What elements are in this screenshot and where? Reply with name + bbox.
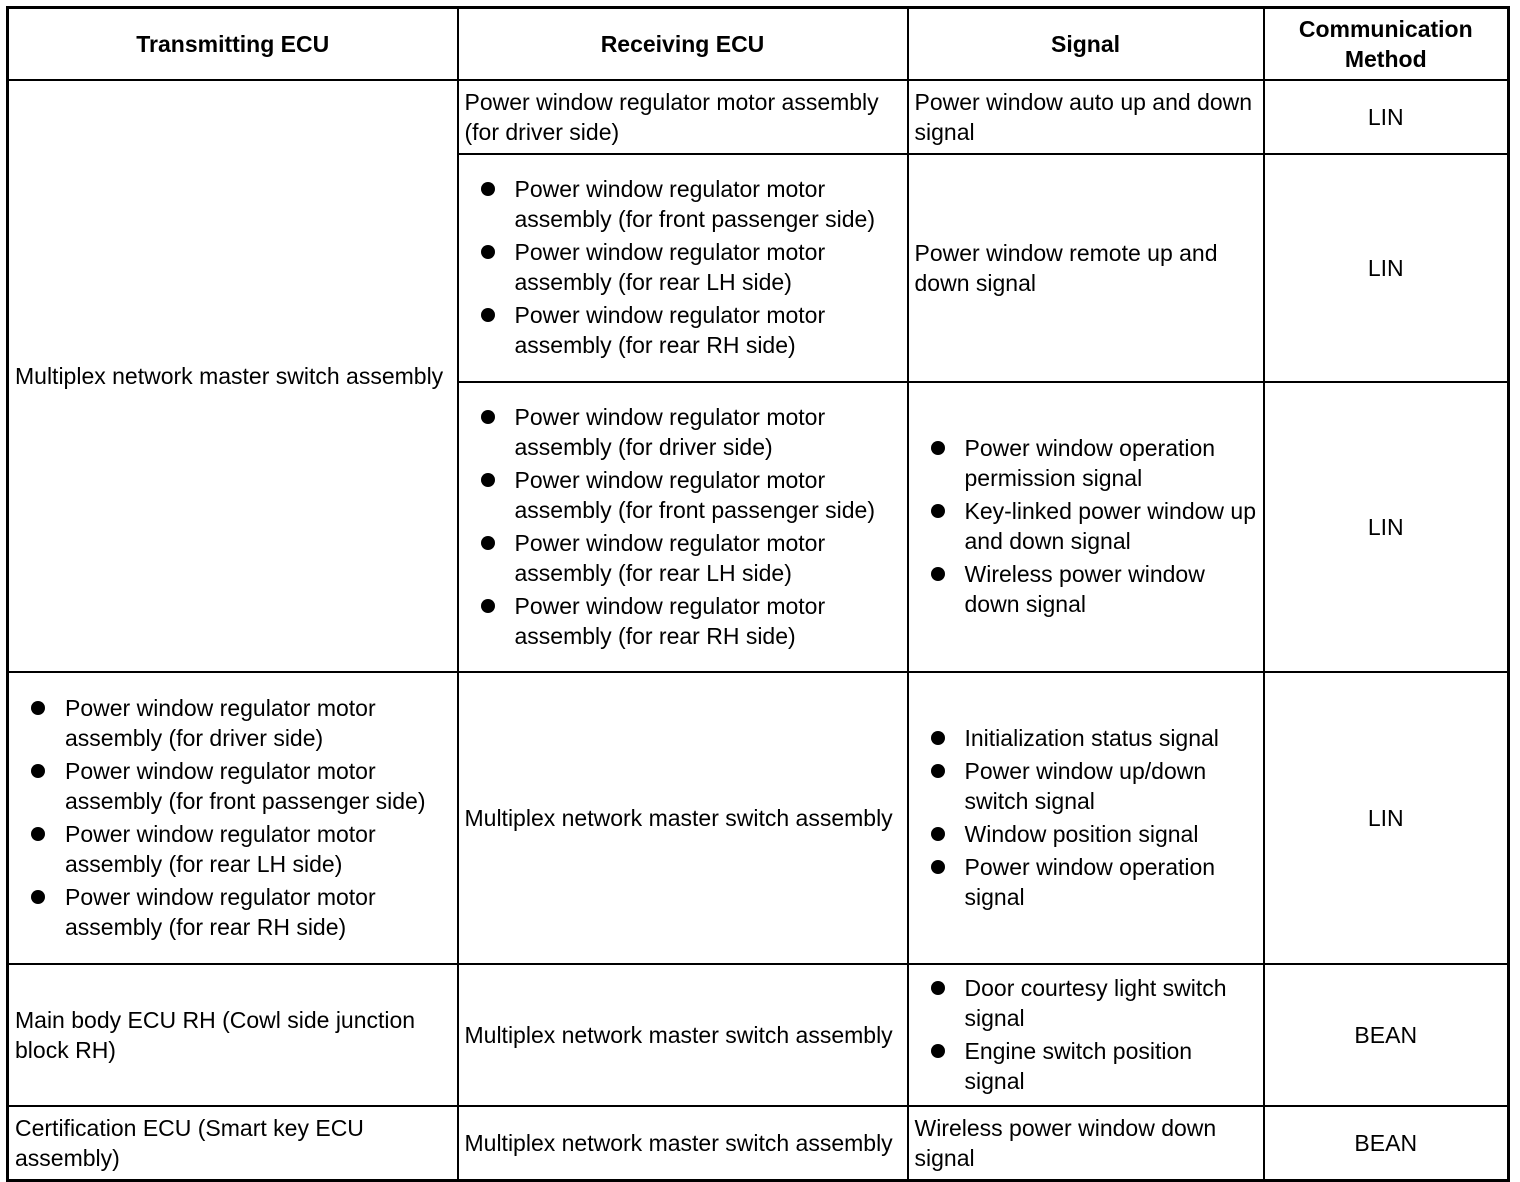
table-row (8, 964, 1509, 1106)
bullet-icon (481, 245, 495, 259)
bullet-icon (481, 182, 495, 196)
transmitting-cell: Certification ECU (Smart key ECU assembly) (8, 1106, 458, 1181)
bullet-list (465, 174, 901, 360)
list-item: Power window regulator motor assembly (for driver side) (465, 402, 901, 462)
receiving-cell: Power window regulator motor assembly (for driver side) (458, 80, 908, 154)
bullet-icon (31, 701, 45, 715)
bullet-list (915, 973, 1257, 1096)
header-transmitting-ecu: Transmitting ECU (8, 8, 458, 80)
communication-table (6, 6, 1510, 1182)
method-cell: LIN (1264, 382, 1509, 672)
list-item: Door courtesy light switch signal (915, 973, 1257, 1033)
list-item: Power window regulator motor assembly (for front passenger side) (465, 465, 901, 525)
signal-cell: Power window auto up and down signal (908, 80, 1264, 154)
table-row (8, 1106, 1509, 1181)
table-row (8, 80, 1509, 154)
receiving-cell (458, 382, 908, 672)
bullet-list (915, 723, 1257, 912)
header-signal: Signal (908, 8, 1264, 80)
bullet-icon (481, 473, 495, 487)
bullet-icon (931, 1044, 945, 1058)
list-item: Power window regulator motor assembly (for driver side) (15, 693, 451, 753)
signal-cell: Wireless power window down signal (908, 1106, 1264, 1181)
bullet-icon (31, 890, 45, 904)
bullet-icon (931, 731, 945, 745)
receiving-cell: Multiplex network master switch assembly (458, 672, 908, 964)
signal-cell (908, 672, 1264, 964)
list-item: Power window regulator motor assembly (for rear LH side) (465, 237, 901, 297)
list-item: Power window regulator motor assembly (for rear RH side) (465, 591, 901, 651)
bullet-icon (481, 536, 495, 550)
signal-cell: Power window remote up and down signal (908, 154, 1264, 382)
method-cell: LIN (1264, 672, 1509, 964)
receiving-cell: Multiplex network master switch assembly (458, 1106, 908, 1181)
receiving-cell: Multiplex network master switch assembly (458, 964, 908, 1106)
header-row (8, 8, 1509, 80)
list-item: Power window operation permission signal (915, 433, 1257, 493)
bullet-icon (931, 764, 945, 778)
header-receiving-ecu: Receiving ECU (458, 8, 908, 80)
transmitting-cell: Main body ECU RH (Cowl side junction block RH) (8, 964, 458, 1106)
list-item: Power window regulator motor assembly (for rear LH side) (15, 819, 451, 879)
list-item: Power window regulator motor assembly (for front passenger side) (15, 756, 451, 816)
method-cell: LIN (1264, 80, 1509, 154)
bullet-icon (31, 764, 45, 778)
bullet-icon (931, 567, 945, 581)
method-cell: BEAN (1264, 1106, 1509, 1181)
bullet-icon (931, 504, 945, 518)
bullet-icon (481, 410, 495, 424)
list-item: Power window regulator motor assembly (for rear RH side) (465, 300, 901, 360)
bullet-icon (931, 827, 945, 841)
list-item: Power window regulator motor assembly (for front passenger side) (465, 174, 901, 234)
method-cell: BEAN (1264, 964, 1509, 1106)
list-item: Power window up/down switch signal (915, 756, 1257, 816)
table-row (8, 672, 1509, 964)
list-item: Window position signal (915, 819, 1257, 849)
list-item: Power window regulator motor assembly (for rear RH side) (15, 882, 451, 942)
bullet-icon (481, 308, 495, 322)
bullet-icon (31, 827, 45, 841)
list-item: Wireless power window down signal (915, 559, 1257, 619)
transmitting-cell (8, 672, 458, 964)
bullet-icon (931, 981, 945, 995)
list-item: Initialization status signal (915, 723, 1257, 753)
bullet-icon (931, 441, 945, 455)
bullet-icon (931, 860, 945, 874)
list-item: Key-linked power window up and down signal (915, 496, 1257, 556)
method-cell: LIN (1264, 154, 1509, 382)
receiving-cell (458, 154, 908, 382)
bullet-list (915, 433, 1257, 619)
bullet-list (465, 402, 901, 651)
signal-cell (908, 382, 1264, 672)
list-item: Power window operation signal (915, 852, 1257, 912)
list-item: Engine switch position signal (915, 1036, 1257, 1096)
signal-cell (908, 964, 1264, 1106)
bullet-list (15, 693, 451, 942)
transmitting-cell: Multiplex network master switch assembly (8, 80, 458, 672)
bullet-icon (481, 599, 495, 613)
list-item: Power window regulator motor assembly (for rear LH side) (465, 528, 901, 588)
header-communication-method: Communication Method (1264, 8, 1509, 80)
